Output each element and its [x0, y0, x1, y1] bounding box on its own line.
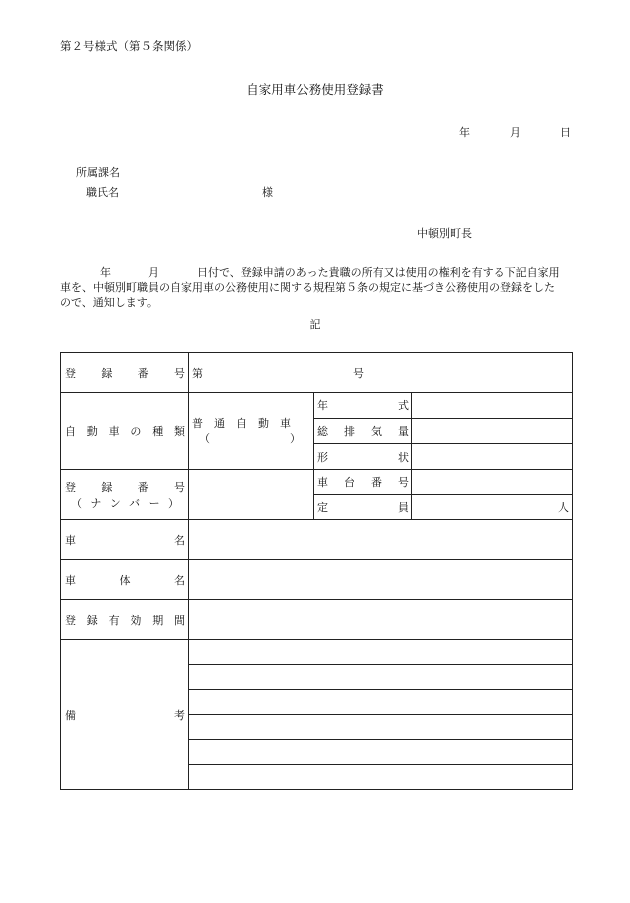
row-remarks-1: [61, 640, 573, 665]
row-model-year: [61, 393, 573, 419]
value-body-name[interactable]: [189, 560, 573, 600]
value-remarks-line-5[interactable]: [189, 740, 573, 765]
row-car-name: [61, 520, 573, 560]
value-shape[interactable]: [412, 444, 573, 470]
plate-label-line1: 登 録 番 号: [65, 480, 185, 494]
label-plate-number: [61, 470, 189, 520]
value-remarks-line-2[interactable]: [189, 665, 573, 690]
value-validity-period[interactable]: [189, 600, 573, 640]
label-registration-number: 登 録 番 号: [61, 353, 189, 393]
vehicle-type-text: 普 通 自 動 車: [192, 417, 291, 430]
paren-close: ）: [290, 432, 301, 445]
label-validity-period: 登 録 有 効 期 間: [61, 600, 189, 640]
row-chassis-number: [61, 470, 573, 495]
paren-open: （: [199, 432, 210, 445]
label-remarks: 備 考: [61, 640, 189, 790]
row-body-name: [61, 560, 573, 600]
label-body-name: 車 体 名: [61, 560, 189, 600]
label-chassis-number: 車 台 番 号: [314, 470, 412, 495]
reg-number-prefix: 第: [192, 366, 203, 380]
label-displacement: 総 排 気 量: [314, 418, 412, 444]
body-year: 年: [100, 266, 111, 279]
value-chassis-number[interactable]: [412, 470, 573, 495]
document-title: 自家用車公務使用登録書: [246, 82, 384, 97]
label-capacity: 定 員: [314, 495, 412, 520]
honorific: 様: [262, 186, 273, 199]
row-validity-period: [61, 600, 573, 640]
ki-heading: 記: [309, 318, 321, 331]
value-plate-number[interactable]: [189, 470, 314, 520]
label-shape: 形 状: [314, 444, 412, 470]
notice-body: [60, 265, 565, 310]
body-month: 月: [148, 266, 159, 279]
value-displacement[interactable]: [412, 418, 573, 444]
value-model-year[interactable]: [412, 393, 573, 419]
date-year-label: 年: [459, 126, 470, 139]
label-model-year: 年 式: [314, 393, 412, 419]
name-label: 職氏名: [86, 186, 119, 199]
capacity-unit: 人: [558, 501, 570, 514]
value-remarks-line-1[interactable]: [189, 640, 573, 665]
department-label: 所属課名: [76, 166, 120, 179]
value-remarks-line-4[interactable]: [189, 715, 573, 740]
label-vehicle-type: 自 動 車 の 種 類: [61, 393, 189, 470]
value-vehicle-type[interactable]: [189, 393, 314, 470]
registration-table: [60, 352, 573, 790]
body-text: 日付で、登録申請のあった貴職の所有又は使用の権利を有する下記自家用車を、中頓別町職員の自家用車の公務使用に関する規程第５条の規定に基づき公務使用の登録をしたので、通知します。: [60, 266, 560, 309]
value-remarks-line-6[interactable]: [189, 765, 573, 790]
date-day-label: 日: [560, 126, 571, 139]
issuer: 中頓別町長: [417, 227, 472, 240]
label-car-name: 車 名: [61, 520, 189, 560]
value-registration-number[interactable]: [189, 353, 573, 393]
plate-label-line2: （ ナ ン バ ー ）: [71, 496, 179, 510]
value-remarks-line-3[interactable]: [189, 690, 573, 715]
reg-number-suffix: 号: [353, 366, 364, 380]
value-capacity[interactable]: [412, 495, 573, 520]
form-number: 第２号様式（第５条関係）: [60, 39, 198, 53]
value-car-name[interactable]: [189, 520, 573, 560]
date-month-label: 月: [510, 126, 521, 139]
row-registration-number: [61, 353, 573, 393]
